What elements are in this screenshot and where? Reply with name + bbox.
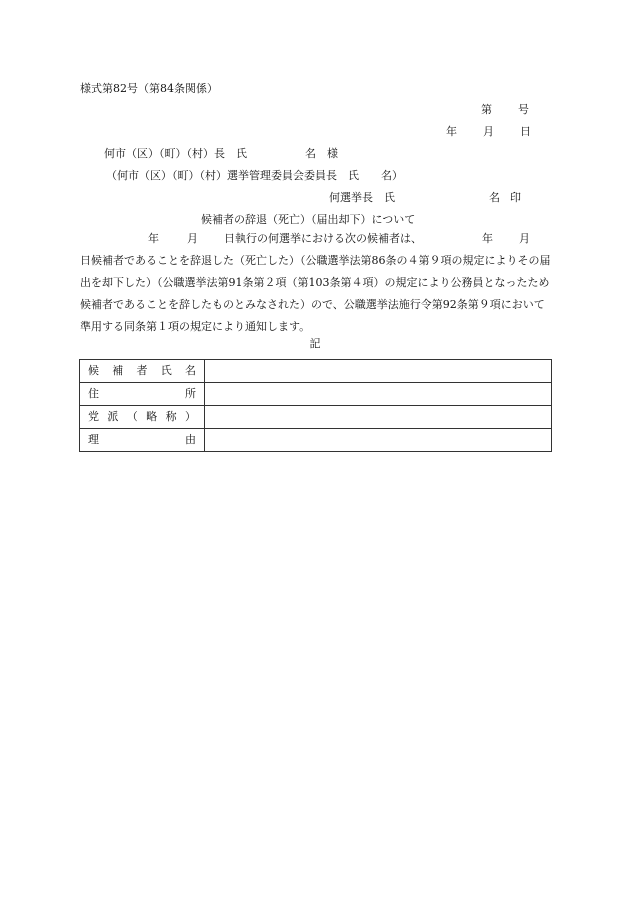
label-candidate-name xyxy=(80,360,205,383)
label-char: 党 xyxy=(88,410,99,423)
addressee-line-1 xyxy=(104,147,338,161)
addressee-title: 何市（区）（町）（村）長 氏 xyxy=(104,147,247,160)
body-year-2: 年 xyxy=(482,232,493,245)
value-address[interactable] xyxy=(205,383,552,406)
label-party xyxy=(80,406,205,429)
sender-line xyxy=(329,191,521,205)
go-label: 号 xyxy=(518,103,529,116)
label-char: 者 xyxy=(136,364,148,377)
label-char: 住 xyxy=(88,387,99,400)
label-char: （ xyxy=(126,410,138,423)
body-month: 月 xyxy=(187,232,198,245)
label-char: 候 xyxy=(88,364,99,377)
label-char: 由 xyxy=(185,433,196,446)
table-row-party xyxy=(80,406,552,429)
date-year: 年 xyxy=(446,125,457,138)
label-char: 理 xyxy=(88,433,99,446)
sender-name: 名 xyxy=(489,191,500,204)
body-line-1 xyxy=(148,232,530,246)
label-char: 氏 xyxy=(160,364,172,377)
table-row-reason xyxy=(80,429,552,452)
label-char: 称 xyxy=(165,410,177,423)
value-party[interactable] xyxy=(205,406,552,429)
label-char: 派 xyxy=(107,410,119,423)
label-char: 略 xyxy=(146,410,158,423)
document-date xyxy=(446,125,531,139)
body-election-text: 日執行の何選挙における次の候補者は、 xyxy=(224,232,422,245)
sender-title: 何選挙長 氏 xyxy=(329,191,395,204)
date-month: 月 xyxy=(483,125,494,138)
candidate-info-table xyxy=(79,359,552,452)
value-reason[interactable] xyxy=(205,429,552,452)
dai-label: 第 xyxy=(481,103,492,116)
label-reason xyxy=(80,429,205,452)
value-candidate-name[interactable] xyxy=(205,360,552,383)
label-char: 補 xyxy=(112,364,124,377)
table-row-name xyxy=(80,360,552,383)
subject-line: 候補者の辞退（死亡）（届出却下）について xyxy=(201,213,416,226)
body-year: 年 xyxy=(148,232,159,245)
addressee-name-sama: 名 様 xyxy=(305,147,338,160)
seal-mark: 印 xyxy=(510,191,521,204)
addressee-line-2: （何市（区）（町）（村）選挙管理委員会委員長 氏 名） xyxy=(106,169,403,182)
body-month-2: 月 xyxy=(519,232,530,245)
form-number: 様式第82号（第84条関係） xyxy=(80,82,218,95)
body-paragraph: 日候補者であることを辞退した（死亡した）（公職選挙法第86条の４第９項の規定によりその届出を却下した）（公職選挙法第91条第２項（第103条第４項）の規定により公務員となったため候補者であることを辞したものとみなされた）ので、公職選挙法施行令第92条第９項において準用する同条第１項の規定により通知します。 xyxy=(80,254,551,333)
date-day: 日 xyxy=(520,125,531,138)
table-row-address xyxy=(80,383,552,406)
ki-heading: 記 xyxy=(309,337,321,350)
document-number xyxy=(481,103,529,117)
label-char: 名 xyxy=(185,364,196,377)
label-char: ） xyxy=(184,410,196,423)
label-char: 所 xyxy=(185,387,196,400)
label-address xyxy=(80,383,205,406)
